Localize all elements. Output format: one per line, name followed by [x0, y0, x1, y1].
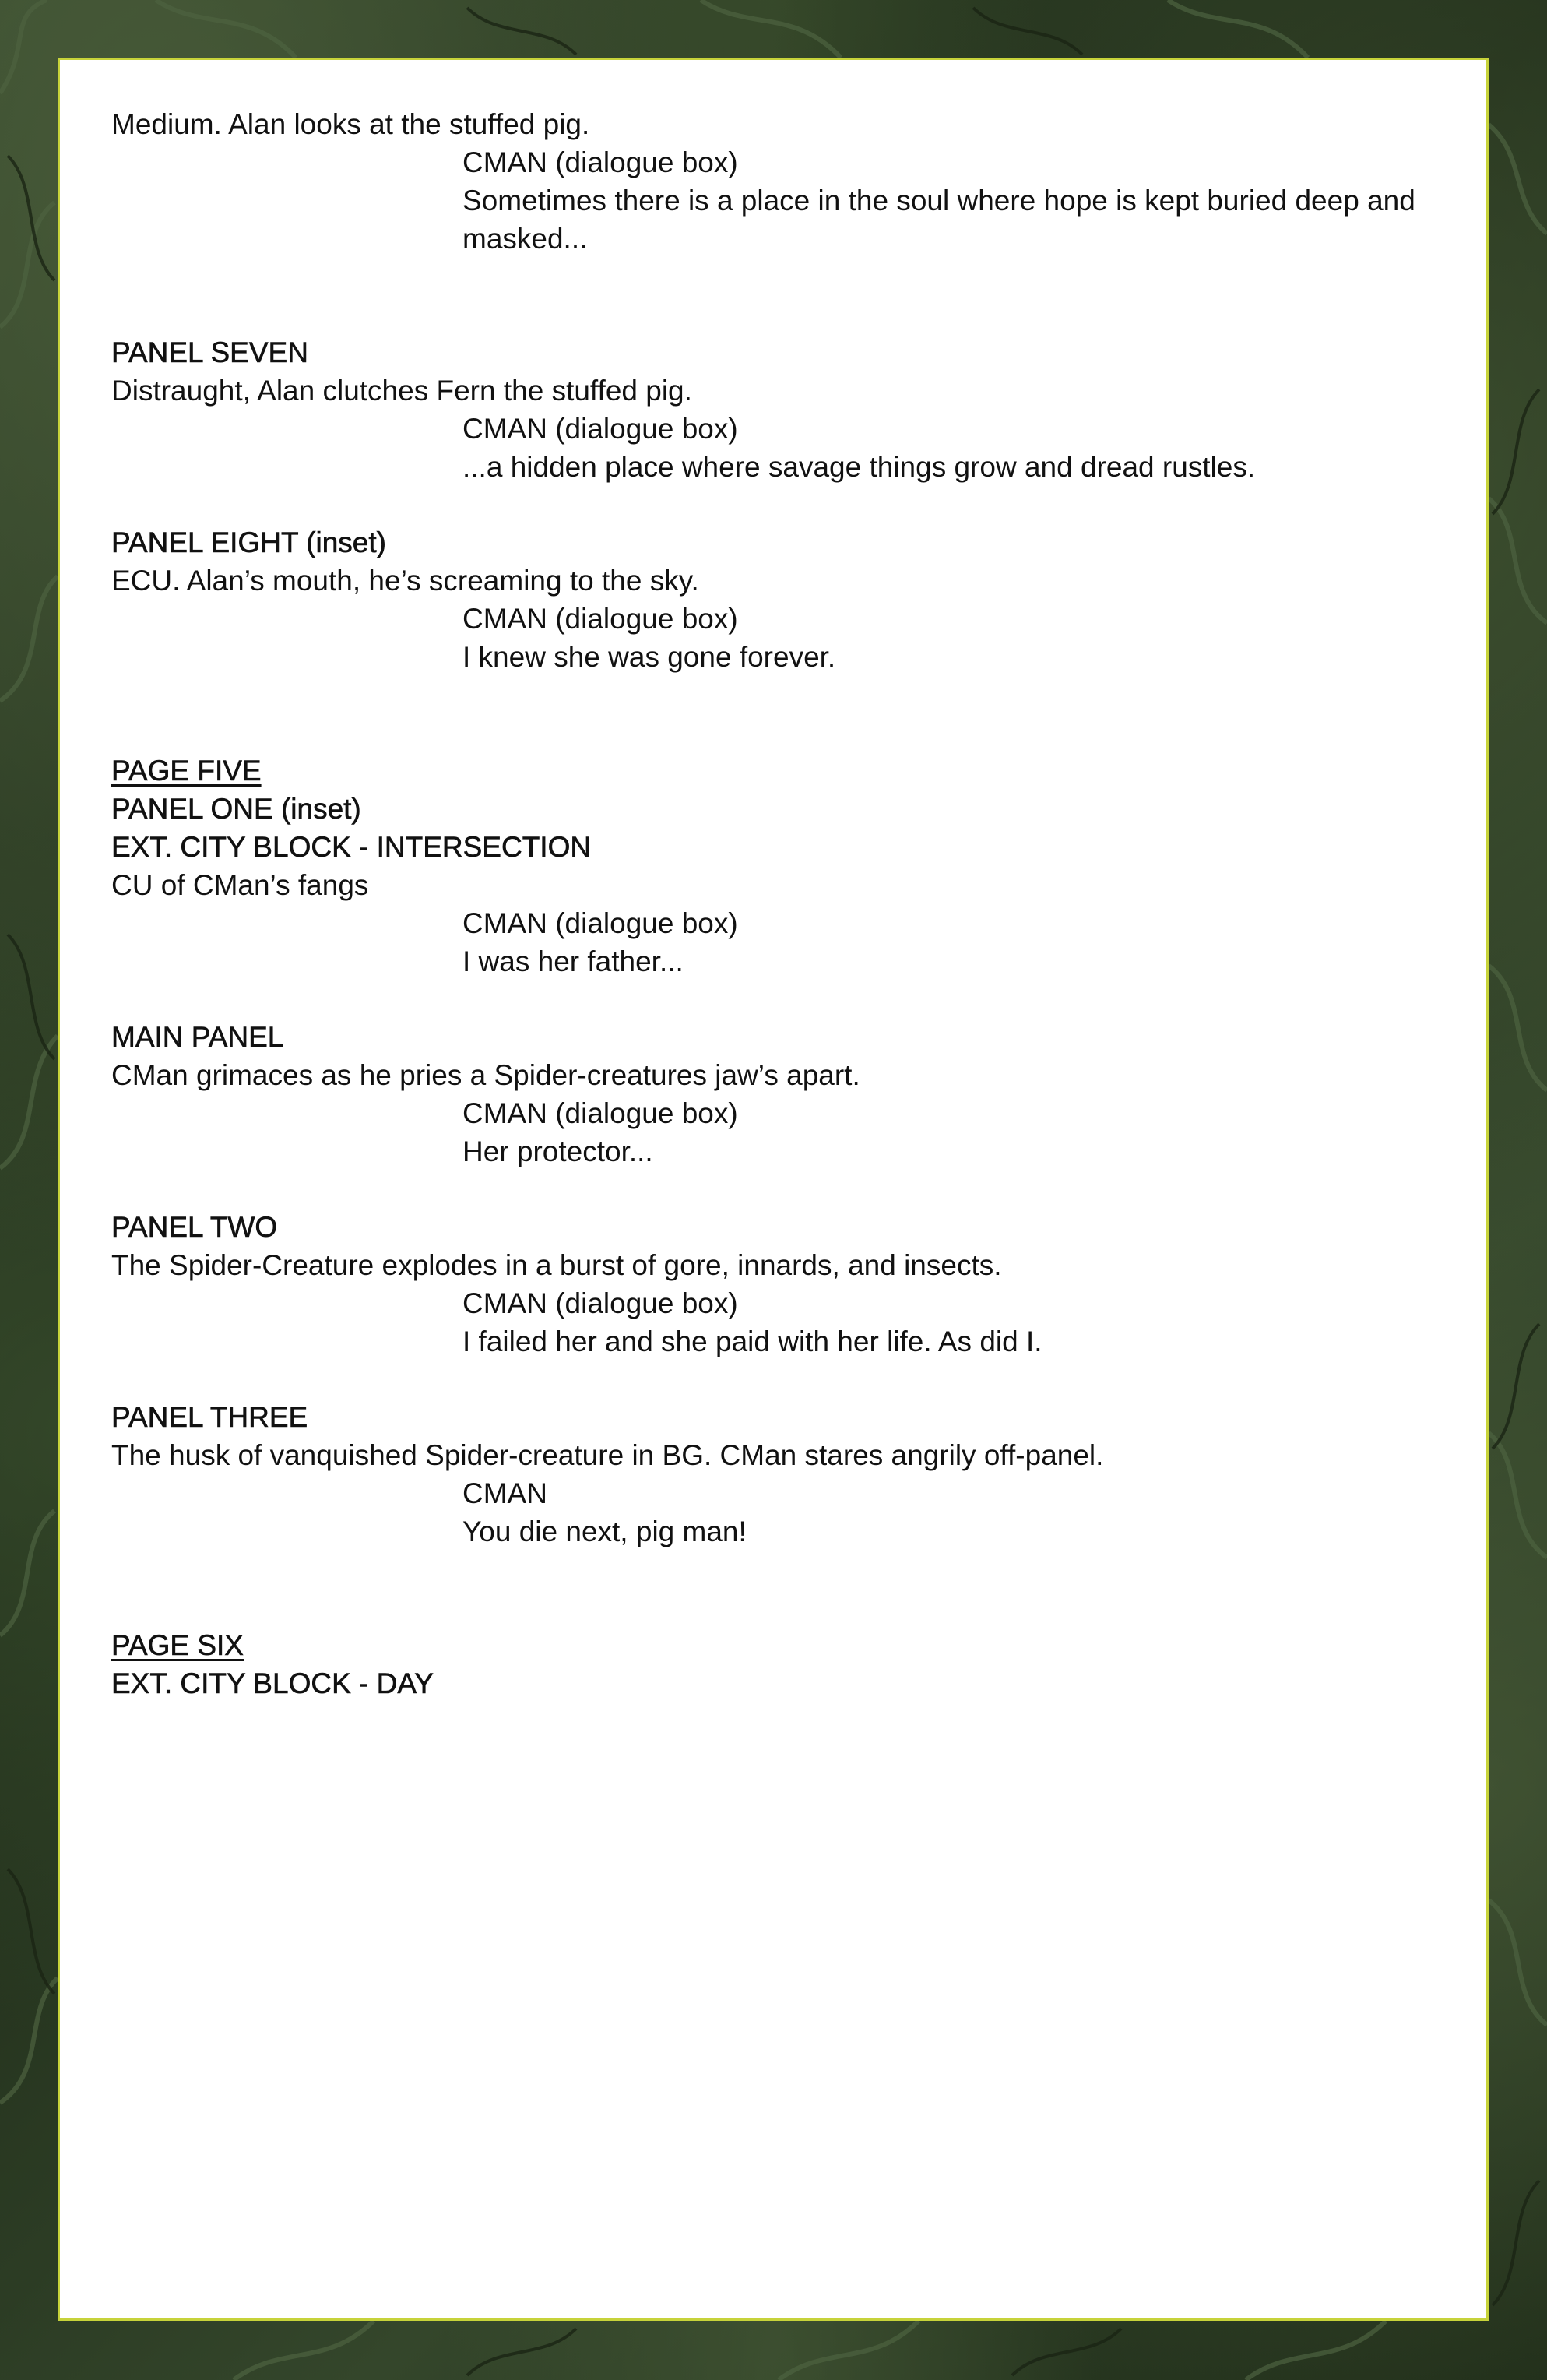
script-page: [58, 58, 1489, 2321]
panel-seven-dialogue: [111, 410, 1467, 486]
dialogue-speaker: CMAN (dialogue box): [462, 1097, 738, 1129]
panel-heading-main: MAIN PANEL: [111, 1021, 284, 1053]
panel-seven-action: Distraught, Alan clutches Fern the stuffed pig.: [111, 375, 692, 407]
dialogue-line: Sometimes there is a place in the soul where hope is kept buried deep and masked...: [462, 185, 1415, 255]
dialogue-line: You die next, pig man!: [462, 1516, 747, 1547]
opening-action: Medium. Alan looks at the stuffed pig.: [111, 108, 590, 140]
dialogue-line: Her protector...: [462, 1135, 653, 1167]
panel-three-action: The husk of vanquished Spider-creature in BG. CMan stares angrily off-panel.: [111, 1439, 1104, 1471]
panel-three-dialogue: [111, 1474, 1467, 1551]
panel-eight-action: ECU. Alan’s mouth, he’s screaming to the sky.: [111, 565, 699, 597]
dialogue-speaker: CMAN (dialogue box): [462, 907, 738, 939]
dialogue-speaker: CMAN (dialogue box): [462, 603, 738, 635]
panel-heading-three: PANEL THREE: [111, 1401, 308, 1433]
dialogue-line: I was her father...: [462, 945, 684, 977]
page-heading-five: PAGE FIVE: [111, 755, 262, 787]
script-body: [111, 105, 1466, 1702]
page-heading-six: PAGE SIX: [111, 1629, 244, 1661]
slugline: EXT. CITY BLOCK - INTERSECTION: [111, 831, 592, 863]
dialogue-speaker: CMAN (dialogue box): [462, 1287, 738, 1319]
panel-two-action: The Spider-Creature explodes in a burst of gore, innards, and insects.: [111, 1249, 1002, 1281]
panel-one-action: CU of CMan’s fangs: [111, 869, 369, 901]
panel-one-dialogue: [111, 904, 1467, 981]
panel-heading-one: PANEL ONE (inset): [111, 793, 361, 825]
main-panel-action: CMan grimaces as he pries a Spider-creatures jaw’s apart.: [111, 1059, 860, 1091]
opening-dialogue: [111, 143, 1467, 258]
panel-heading-eight: PANEL EIGHT (inset): [111, 526, 386, 558]
dialogue-line: I failed her and she paid with her life. As did I.: [462, 1326, 1042, 1357]
dialogue-speaker: CMAN (dialogue box): [462, 146, 738, 178]
dialogue-speaker: CMAN (dialogue box): [462, 413, 738, 445]
slugline: EXT. CITY BLOCK - DAY: [111, 1667, 434, 1699]
dialogue-speaker: CMAN: [462, 1477, 547, 1509]
panel-eight-dialogue: [111, 600, 1467, 676]
panel-heading-seven: PANEL SEVEN: [111, 336, 308, 368]
dialogue-line: I knew she was gone forever.: [462, 641, 836, 673]
panel-two-dialogue: [111, 1284, 1467, 1361]
main-panel-dialogue: [111, 1094, 1467, 1171]
panel-heading-two: PANEL TWO: [111, 1211, 278, 1243]
dialogue-line: ...a hidden place where savage things grow and dread rustles.: [462, 451, 1256, 483]
